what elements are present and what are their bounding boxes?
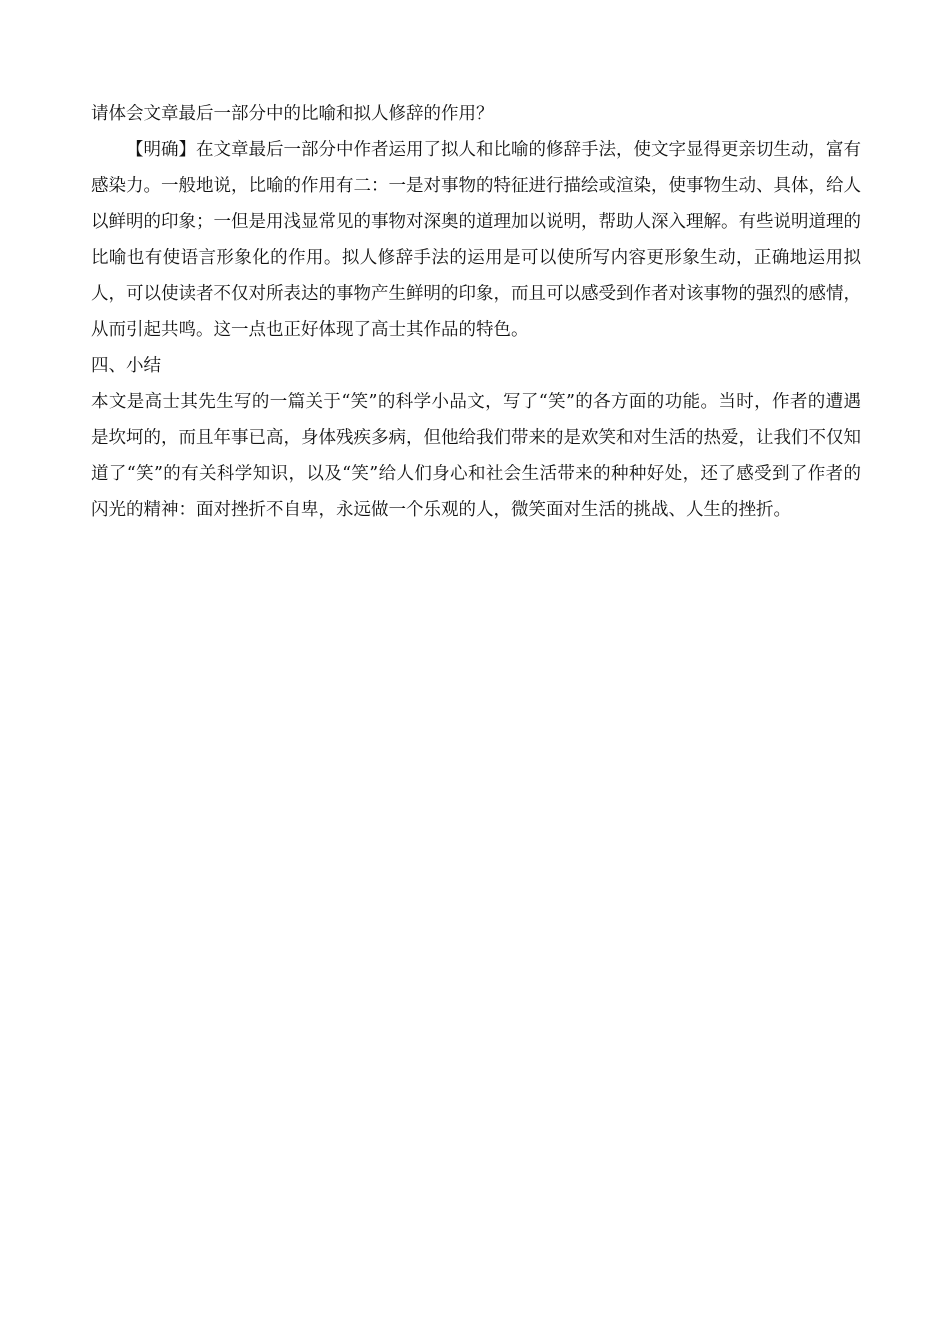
answer-paragraph: 【明确】在文章最后一部分中作者运用了拟人和比喻的修辞手法，使文字显得更亲切生动，富有感染力。一般地说，比喻的作用有二：一是对事物的特征进行描绘或渲染，使事物生动、具体，给人以鲜明的印象；一但是用浅显常见的事物对深奥的道理加以说明，帮助人深入理解。有些说明道理的比喻也有使语言形象化的作用。拟人修辞手法的运用是可以使所写内容更形象生动，正确地运用拟人，可以使读者不仅对所表达的事物产生鲜明的印象，而且可以感受到作者对该事物的强烈的感情，从而引起共鸣。这一点也正好体现了高士其作品的特色。 bbox=[91, 140, 861, 340]
summary-paragraph: 本文是高士其先生写的一篇关于“笑”的科学小品文，写了“笑”的各方面的功能。当时，作者的遭遇是坎坷的，而且年事已高，身体残疾多病，但他给我们带来的是欢笑和对生活的热爱，让我们不仅知道了“笑”的有关科学知识，以及“笑”给人们身心和社会生活带来的种种好处，还了感受到了作者的闪光的精神：面对挫折不自卑，永远做一个乐观的人，微笑面对生活的挑战、人生的挫折。 bbox=[91, 392, 861, 520]
section-heading: 四、小结 bbox=[91, 356, 161, 376]
question-text: 请体会文章最后一部分中的比喻和拟人修辞的作用？ bbox=[91, 104, 494, 124]
document-page bbox=[91, 96, 861, 528]
